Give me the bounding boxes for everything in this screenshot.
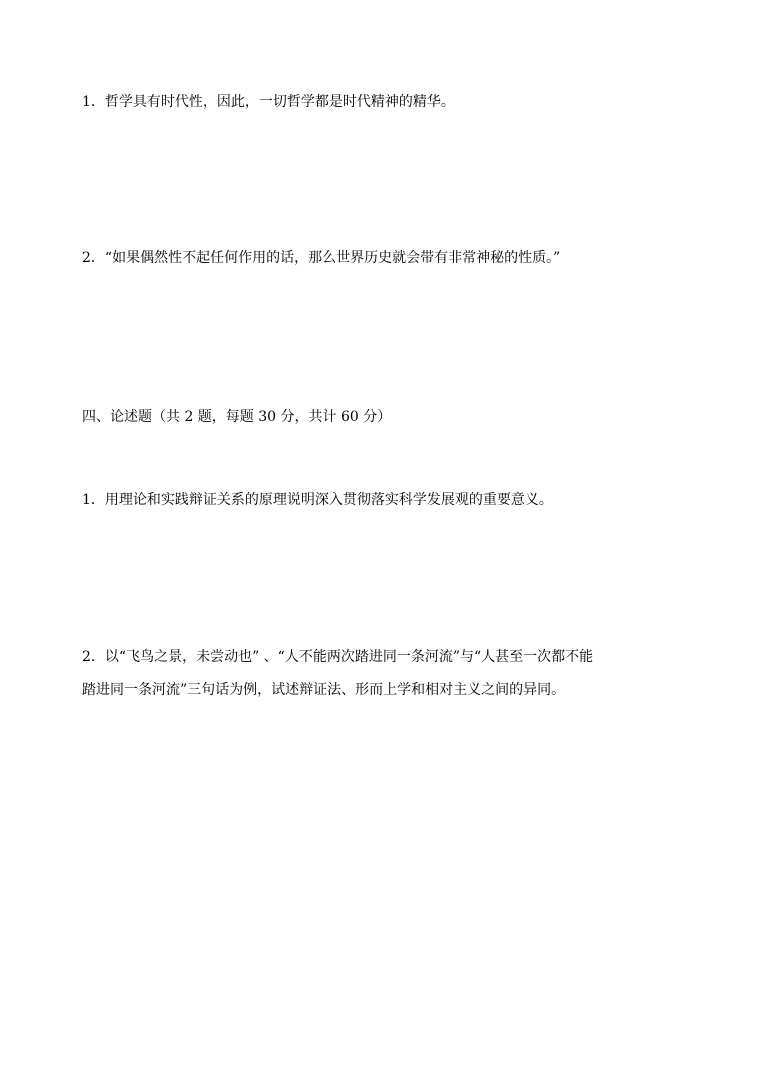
question-4-2-line-2: 踏进同一条河流”三句话为例，试述辩证法、形而上学和相对主义之间的异同。 xyxy=(82,682,566,698)
question-4-1: 1．用理论和实践辩证关系的原理说明深入贯彻落实科学发展观的重要意义。 xyxy=(82,492,553,508)
question-3-2: 2．“如果偶然性不起任何作用的话，那么世界历史就会带有非常神秘的性质。” xyxy=(82,250,561,266)
question-4-2-line-1: 2．以“飞鸟之景，未尝动也” 、“人不能两次踏进同一条河流”与“人甚至一次都不能 xyxy=(82,649,594,665)
question-3-1: 1．哲学具有时代性，因此，一切哲学都是时代精神的精华。 xyxy=(82,94,455,110)
section-4-heading: 四、论述题（共 2 题，每题 30 分，共计 60 分） xyxy=(82,409,392,425)
